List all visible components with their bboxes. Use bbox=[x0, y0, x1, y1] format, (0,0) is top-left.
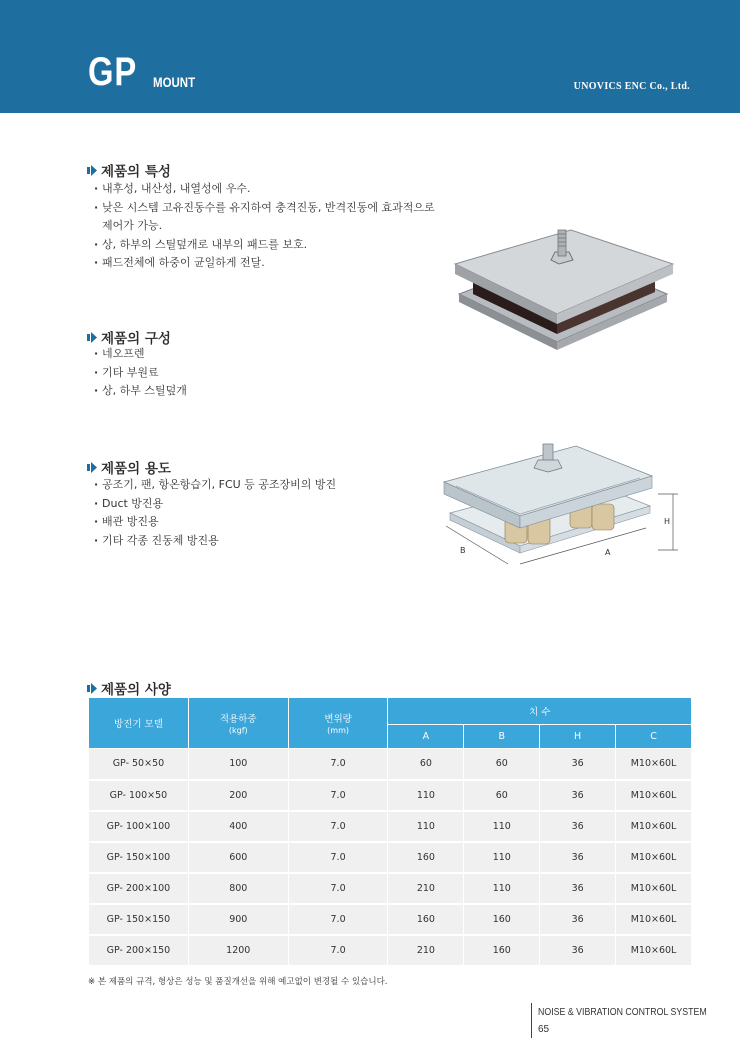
header-model: 방진기 모델 bbox=[89, 698, 189, 749]
list-item: · Duct 방진용 bbox=[94, 495, 336, 514]
table-cell: 110 bbox=[464, 811, 540, 842]
header-c: C bbox=[616, 725, 692, 749]
composition-list bbox=[94, 345, 187, 401]
table-cell: GP- 100×100 bbox=[89, 811, 189, 842]
list-item: · 공조기, 팬, 항온항습기, FCU 등 공조장비의 방진 bbox=[94, 476, 336, 495]
composition-title-text: 제품의 구성 bbox=[101, 331, 171, 347]
spec-title bbox=[87, 678, 171, 698]
table-cell: 7.0 bbox=[288, 780, 388, 811]
section-arrow-icon bbox=[87, 165, 97, 176]
header-dimension: 치 수 bbox=[388, 698, 692, 725]
table-cell: 110 bbox=[388, 780, 464, 811]
composition-title bbox=[87, 327, 171, 347]
spec-table-body bbox=[89, 749, 692, 966]
header-load: 적용하중 (kgf) bbox=[188, 698, 288, 749]
table-cell: 900 bbox=[188, 904, 288, 935]
table-row bbox=[89, 904, 692, 935]
usage-title bbox=[87, 457, 171, 477]
section-arrow-icon bbox=[87, 462, 97, 473]
table-cell: GP- 150×100 bbox=[89, 842, 189, 873]
dimension-diagram bbox=[420, 438, 690, 583]
table-cell: 110 bbox=[464, 873, 540, 904]
table-cell: 160 bbox=[388, 842, 464, 873]
features-list bbox=[94, 180, 435, 273]
header-b: B bbox=[464, 725, 540, 749]
header-deflection: 변위량 (mm) bbox=[288, 698, 388, 749]
table-cell: 36 bbox=[540, 780, 616, 811]
table-cell: 800 bbox=[188, 873, 288, 904]
table-cell: M10×60L bbox=[616, 780, 692, 811]
table-cell: 7.0 bbox=[288, 842, 388, 873]
table-cell: 200 bbox=[188, 780, 288, 811]
section-arrow-icon bbox=[87, 683, 97, 694]
table-cell: 160 bbox=[464, 935, 540, 966]
table-cell: 60 bbox=[464, 780, 540, 811]
table-cell: GP- 200×150 bbox=[89, 935, 189, 966]
dim-label-b: B bbox=[460, 546, 466, 555]
table-cell: 7.0 bbox=[288, 749, 388, 780]
table-cell: 110 bbox=[464, 842, 540, 873]
table-cell: M10×60L bbox=[616, 935, 692, 966]
table-cell: 36 bbox=[540, 811, 616, 842]
table-cell: 36 bbox=[540, 904, 616, 935]
table-cell: 110 bbox=[388, 811, 464, 842]
table-cell: M10×60L bbox=[616, 811, 692, 842]
list-item: · 내후성, 내산성, 내열성에 우수. bbox=[94, 180, 435, 199]
table-cell: 7.0 bbox=[288, 873, 388, 904]
product-subtitle: MOUNT bbox=[153, 74, 196, 90]
table-cell: 160 bbox=[464, 904, 540, 935]
table-cell: 36 bbox=[540, 749, 616, 780]
table-cell: GP- 100×50 bbox=[89, 780, 189, 811]
table-cell: 100 bbox=[188, 749, 288, 780]
list-item: · 배관 방진용 bbox=[94, 513, 336, 532]
page-number: 65 bbox=[538, 1024, 550, 1035]
table-cell: 60 bbox=[388, 749, 464, 780]
spec-table bbox=[88, 697, 692, 967]
features-title bbox=[87, 160, 171, 180]
table-cell: 600 bbox=[188, 842, 288, 873]
table-cell: 7.0 bbox=[288, 904, 388, 935]
usage-title-text: 제품의 용도 bbox=[101, 461, 171, 477]
dim-label-a: A bbox=[605, 548, 611, 557]
list-item: · 네오프렌 bbox=[94, 345, 187, 364]
table-row bbox=[89, 935, 692, 966]
header-h: H bbox=[540, 725, 616, 749]
product-title: GP bbox=[88, 50, 138, 94]
table-cell: 160 bbox=[388, 904, 464, 935]
dim-label-h: H bbox=[664, 517, 671, 526]
table-cell: GP- 150×150 bbox=[89, 904, 189, 935]
table-cell: M10×60L bbox=[616, 749, 692, 780]
page-header bbox=[0, 0, 740, 113]
footer-divider bbox=[531, 1003, 532, 1038]
list-item: · 기타 부원료 bbox=[94, 364, 187, 383]
list-item: · 낮은 시스템 고유진동수를 유지하여 충격진동, 반격진동에 효과적으로 제어가 가능. bbox=[94, 199, 435, 236]
features-title-text: 제품의 특성 bbox=[101, 164, 171, 180]
table-cell: 210 bbox=[388, 873, 464, 904]
table-cell: 210 bbox=[388, 935, 464, 966]
footnote: ※ 본 제품의 규격, 형상은 성능 및 품질개선을 위해 예고없이 변경될 수 있습니다. bbox=[88, 977, 388, 987]
product-photo bbox=[445, 222, 685, 357]
spec-title-text: 제품의 사양 bbox=[101, 682, 171, 698]
table-cell: GP- 200×100 bbox=[89, 873, 189, 904]
table-cell: 7.0 bbox=[288, 811, 388, 842]
table-row bbox=[89, 811, 692, 842]
table-cell: 1200 bbox=[188, 935, 288, 966]
list-item: · 상, 하부 스틸덮개 bbox=[94, 382, 187, 401]
table-cell: M10×60L bbox=[616, 873, 692, 904]
table-row bbox=[89, 873, 692, 904]
table-row bbox=[89, 749, 692, 780]
footer-system: NOISE & VIBRATION CONTROL SYSTEM bbox=[538, 1007, 707, 1018]
table-cell: GP- 50×50 bbox=[89, 749, 189, 780]
company-name: UNOVICS ENC Co., Ltd. bbox=[573, 81, 690, 92]
header-a: A bbox=[388, 725, 464, 749]
section-arrow-icon bbox=[87, 332, 97, 343]
table-cell: 7.0 bbox=[288, 935, 388, 966]
list-item: · 상, 하부의 스틸덮개로 내부의 패드를 보호. bbox=[94, 236, 435, 255]
table-cell: M10×60L bbox=[616, 842, 692, 873]
list-item: · 패드전체에 하중이 균일하게 전달. bbox=[94, 254, 435, 273]
table-cell: 60 bbox=[464, 749, 540, 780]
usage-list bbox=[94, 476, 336, 550]
list-item: · 기타 각종 진동체 방진용 bbox=[94, 532, 336, 551]
table-row bbox=[89, 842, 692, 873]
table-row bbox=[89, 780, 692, 811]
table-cell: 36 bbox=[540, 873, 616, 904]
table-cell: M10×60L bbox=[616, 904, 692, 935]
table-cell: 36 bbox=[540, 935, 616, 966]
table-cell: 36 bbox=[540, 842, 616, 873]
table-cell: 400 bbox=[188, 811, 288, 842]
